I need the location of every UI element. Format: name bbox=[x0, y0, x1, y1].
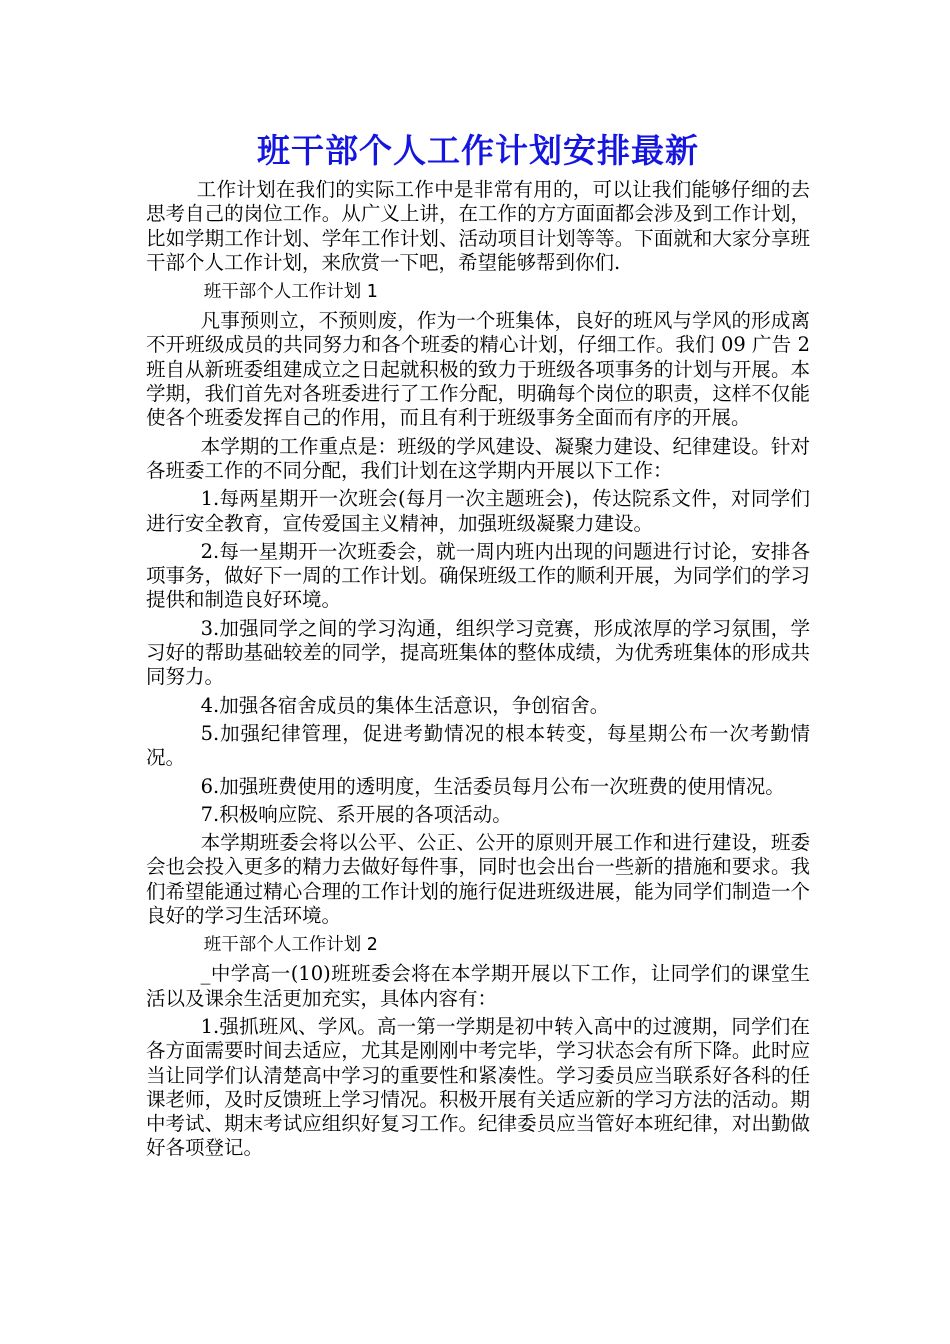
document-page bbox=[146, 126, 810, 1165]
section-heading-plan-1: 班干部个人工作计划 1 bbox=[203, 282, 378, 303]
intro-paragraph: 工作计划在我们的实际工作中是非常有用的，可以让我们能够仔细的去思考自己的岗位工作。从广义上讲，在工作的方方面面都会涉及到工作计划，比如学期工作计划、学年工作计划、活动项目计划等等。下面就和大家分享班干部个人工作计划，来欣赏一下吧，希望能够帮到你们. bbox=[146, 178, 810, 274]
list-item-paragraph: 3.加强同学之间的学习沟通，组织学习竞赛，形成浓厚的学习氛围，学习好的帮助基础较差的同学，提高班集体的整体成绩，为优秀班集体的形成共同努力。 bbox=[146, 616, 810, 689]
paragraph: 本学期班委会将以公平、公正、公开的原则开展工作和进行建设，班委会也会投入更多的精力去做好每件事，同时也会出台一些新的措施和要求。我们希望能通过精心合理的工作计划的施行促进班级进展，能为同学们制造一个良好的学习生活环境。 bbox=[146, 831, 810, 928]
list-item-paragraph: 7.积极响应院、系开展的各项活动。 bbox=[200, 802, 512, 826]
list-item-paragraph: 4.加强各宿舍成员的集体生活意识，争创宿舍。 bbox=[200, 693, 610, 717]
list-item-paragraph: 1.每两星期开一次班会(每月一次主题班会)，传达院系文件，对同学们进行安全教育，宣传爱国主义精神，加强班级凝聚力建设。 bbox=[146, 487, 810, 535]
paragraph: 凡事预则立，不预则废，作为一个班集体，良好的班风与学风的形成离不开班级成员的共同努力和各个班委的精心计划，仔细工作。我们 09 广告 2 班自从新班委组建成立之日起就积极的致力于班级各项事务的计划与开展。本学期，我们首先对各班委进行了工作分配，明确每个岗位的职责，这样不仅能使各个班委发挥自己的作用，而且有利于班级事务全面而有序的开展。 bbox=[146, 309, 810, 430]
document-title: 班干部个人工作计划安排最新 bbox=[257, 131, 699, 170]
list-item-paragraph: 1.强抓班风、学风。高一第一学期是初中转入高中的过渡期，同学们在各方面需要时间去适应，尤其是刚刚中考完毕，学习状态会有所下降。此时应当让同学们认清楚高中学习的重要性和紧凑性。学习委员应当联系好各科的任课老师，及时反馈班上学习情况。积极开展有关适应新的学习方法的活动。期中考试、期末考试应组织好复习工作。纪律委员应当管好本班纪律，对出勤做好各项登记。 bbox=[146, 1014, 810, 1160]
section-heading-plan-2: 班干部个人工作计划 2 bbox=[203, 935, 378, 956]
paragraph: 本学期的工作重点是：班级的学风建设、凝聚力建设、纪律建设。针对各班委工作的不同分配，我们计划在这学期内开展以下工作： bbox=[146, 434, 810, 482]
list-item-paragraph: 6.加强班费使用的透明度，生活委员每月公布一次班费的使用情况。 bbox=[200, 774, 785, 798]
paragraph: _中学高一(10)班班委会将在本学期开展以下工作，让同学们的课堂生活以及课余生活更加充实，具体内容有： bbox=[146, 962, 810, 1010]
list-item-paragraph: 5.加强纪律管理，促进考勤情况的根本转变，每星期公布一次考勤情况。 bbox=[146, 721, 810, 770]
list-item-paragraph: 2.每一星期开一次班委会，就一周内班内出现的问题进行讨论，安排各项事务，做好下一周的工作计划。确保班级工作的顺利开展，为同学们的学习提供和制造良好环境。 bbox=[146, 539, 810, 612]
